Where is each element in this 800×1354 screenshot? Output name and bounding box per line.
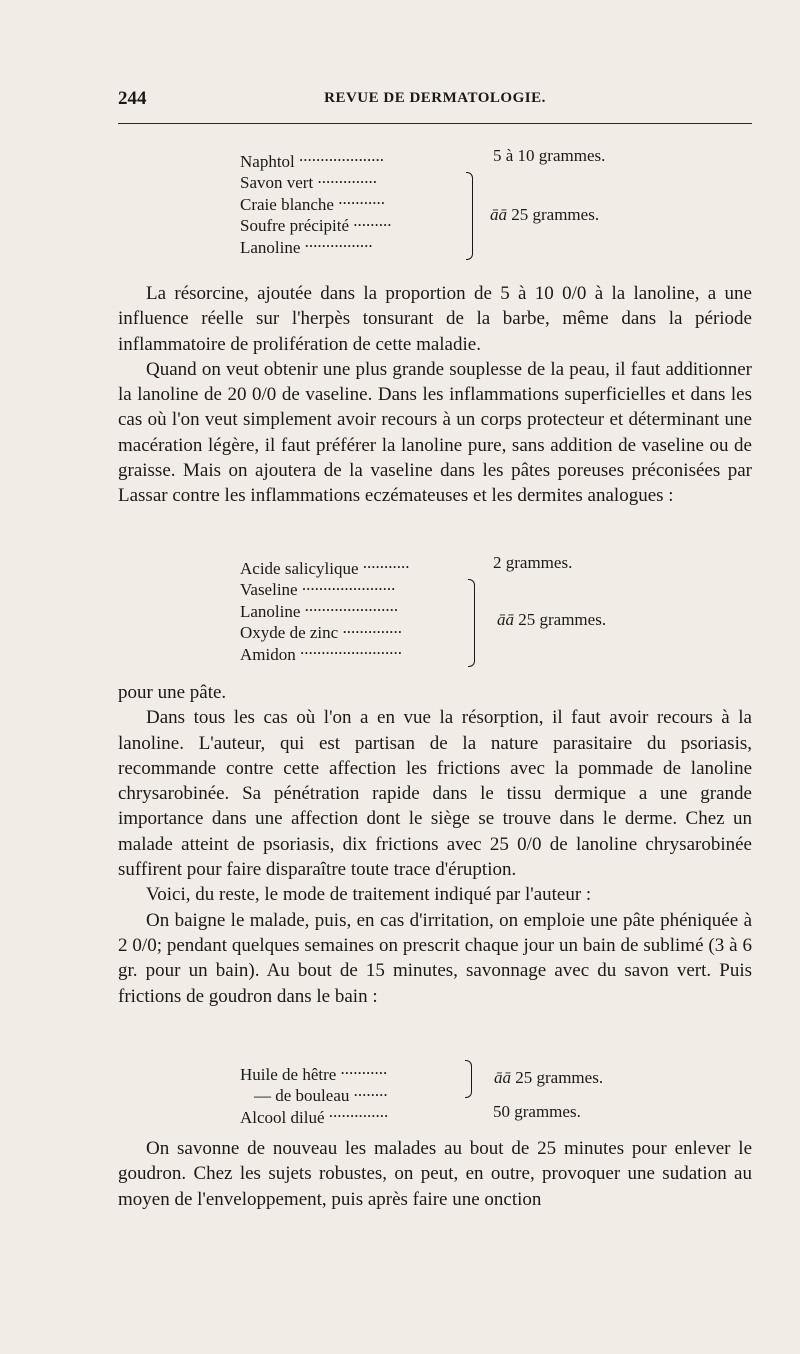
group-quantity-text: 25 grammes.	[514, 610, 607, 629]
leader-dots: ........	[353, 1080, 388, 1100]
recipe-line	[240, 595, 410, 621]
group-quantity	[497, 610, 606, 630]
leader-dots: ......................	[304, 596, 399, 615]
leader-dots: .........	[353, 210, 392, 230]
leader-dots: ................	[304, 232, 373, 251]
group-quantity	[490, 205, 599, 225]
group-quantity	[494, 1068, 603, 1088]
recipe-line	[240, 231, 392, 257]
leader-dots: ..............	[317, 167, 377, 187]
recipe-line	[240, 552, 573, 578]
running-header	[118, 88, 752, 114]
recipe-line	[240, 1058, 388, 1084]
leader-dots: ........................	[299, 639, 402, 658]
recipe-line	[240, 188, 392, 214]
ingredient-quantity: 5 à 10 grammes.	[493, 146, 606, 165]
ingredient-name: Craie blanche	[240, 194, 334, 214]
ingredient-name: Lanoline	[240, 237, 301, 257]
ingredient-name: Oxyde de zinc	[240, 623, 339, 642]
group-quantity-text: 25 grammes.	[511, 1068, 604, 1087]
grouping-brace	[466, 172, 473, 260]
leader-dots: ...........	[338, 189, 385, 208]
leader-dots: ..............	[328, 1102, 389, 1121]
ingredient-name: — de bouleau	[254, 1086, 350, 1105]
ingredient-name: Huile de hêtre	[240, 1064, 337, 1084]
ingredient-name: Lanoline	[240, 601, 301, 621]
journal-title: REVUE DE DERMATOLOGIE.	[324, 90, 546, 106]
recipe-line	[240, 1080, 388, 1105]
recipe-line	[240, 145, 606, 171]
recipe-line	[240, 1101, 581, 1127]
recipe-line	[240, 574, 410, 599]
paragraph: Dans tous les cas où l'on a en vue la résorption, il faut avoir recours à la lanoline. L'auteur, qui est partisan de la nature parasitaire du psoriasis, recommande contre cette affection les frictions avec la pommade de lanoline chrysarobinée. Sa pénétration rapide dans le tissu dermique a une grande importance dans une affection dont le siège se trouve dans le derme. Chez un malade atteint de psoriasis, dix frictions avec 25 0/0 de lanoline chrysarobinée suffirent pour faire disparaître toute trace d'éruption.	[118, 707, 752, 881]
leader-dots: ..............	[342, 617, 402, 637]
ingredient-name: Soufre précipité	[240, 216, 350, 235]
ingredient-name: Amidon	[240, 644, 296, 664]
leader-dots: ......................	[301, 574, 396, 594]
paragraph: La résorcine, ajoutée dans la proportion de 5 à 10 0/0 à la lanoline, a une influence réelle sur l'herpès tonsurant de la barbe, même dans la période inflammatoire de prolifération de cette maladie.	[118, 283, 752, 355]
page-number: 244	[118, 88, 147, 109]
leader-dots: ...........	[340, 1059, 388, 1078]
paragraph: On savonne de nouveau les malades au bout de 25 minutes pour enlever le goudron. Chez les sujets robustes, on peut, en outre, provoquer une sudation au moyen de l'enveloppement, puis après faire une onction	[118, 1138, 752, 1210]
paragraph: Voici, du reste, le mode de traitement indiqué par l'auteur :	[146, 884, 592, 906]
recipe-line	[240, 210, 392, 235]
leader-dots: ...........	[362, 553, 410, 572]
group-quantity-text: 25 grammes.	[507, 205, 600, 224]
paragraph: pour une pâte.	[118, 682, 227, 703]
ingredient-name: Acide salicylique	[240, 558, 359, 578]
grouping-brace	[465, 1060, 472, 1098]
ingredient-quantity: 50 grammes.	[493, 1102, 581, 1121]
body-text-block-3	[118, 1136, 752, 1212]
recipe-line	[240, 617, 410, 642]
body-text-block-2	[118, 680, 752, 1009]
recipe-line	[240, 167, 392, 192]
ingredient-name: Vaseline	[240, 580, 298, 599]
ingredient-quantity: 2 grammes.	[493, 553, 573, 572]
paragraph: Quand on veut obtenir une plus grande souplesse de la peau, il faut additionner la lanoline de 20 0/0 de vaseline. Dans les inflammations superficielles et dans les cas où l'on veut simplement avoir recours à un corps protecteur et déterminant une macération légère, il faut préférer la lanoline pure, sans addition de vaseline ou de graisse. Mais on ajoutera de la vaseline dans les pâtes poreuses préconisées par Lassar contre les inflammations eczémateuses et les dermites analogues :	[118, 358, 752, 507]
grouping-brace	[468, 579, 475, 667]
ingredient-name: Naphtol	[240, 151, 295, 171]
body-text-block-1	[118, 281, 752, 509]
leader-dots: ....................	[299, 146, 385, 165]
paragraph: On baigne le malade, puis, en cas d'irritation, on emploie une pâte phéniquée à 2 0/0; pendant quelques semaines on prescrit chaque jour un bain de sublimé (3 à 6 gr. pour un bain). Au bout de 15 minutes, savonnage avec du savon vert. Puis frictions de goudron dans le bain :	[118, 909, 752, 1007]
header-rule	[118, 123, 752, 124]
ana-abbrev: āā	[497, 610, 514, 629]
recipe-line	[240, 638, 410, 664]
ana-abbrev: āā	[490, 205, 507, 224]
ana-abbrev: āā	[494, 1068, 511, 1087]
ingredient-name: Alcool dilué	[240, 1107, 325, 1127]
ingredient-name: Savon vert	[240, 173, 314, 192]
